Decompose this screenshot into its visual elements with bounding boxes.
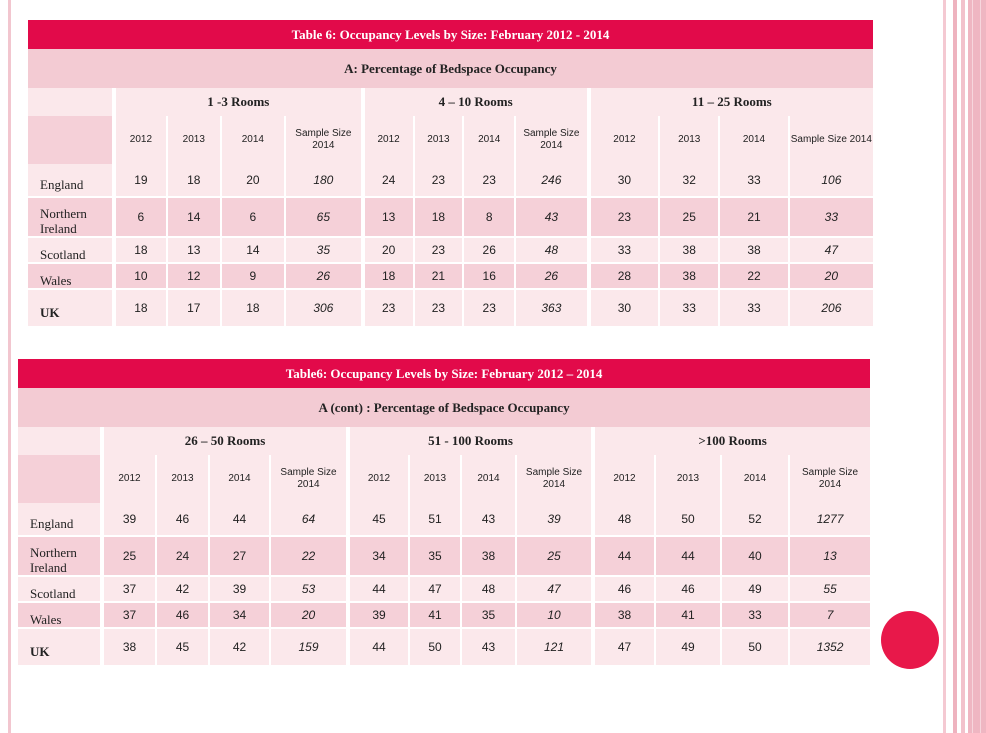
value-cell: 46 — [591, 575, 654, 601]
value-cell: 14 — [166, 196, 220, 236]
value-cell: 30 — [587, 164, 659, 196]
sample-size-cell: 1352 — [788, 627, 870, 665]
value-cell: 23 — [413, 236, 463, 262]
value-cell: 32 — [658, 164, 718, 196]
value-cell: 34 — [208, 601, 269, 627]
sample-size-cell: 39 — [515, 503, 591, 535]
value-cell: 47 — [591, 627, 654, 665]
group-header: 4 – 10 Rooms — [361, 88, 587, 116]
value-cell: 38 — [658, 236, 718, 262]
value-cell: 43 — [460, 503, 515, 535]
value-cell: 34 — [346, 535, 408, 575]
col-header: Sample Size 2014 — [788, 455, 870, 503]
sample-size-cell: 48 — [514, 236, 587, 262]
value-cell: 13 — [166, 236, 220, 262]
value-cell: 21 — [413, 262, 463, 288]
value-cell: 25 — [658, 196, 718, 236]
value-cell: 16 — [462, 262, 514, 288]
sample-size-cell: 65 — [284, 196, 361, 236]
row-label: Scotland — [18, 575, 100, 601]
value-cell: 25 — [100, 535, 155, 575]
row-label: Scotland — [28, 236, 112, 262]
value-cell: 18 — [112, 288, 166, 326]
value-cell: 13 — [361, 196, 413, 236]
value-cell: 6 — [220, 196, 284, 236]
col-header: 2012 — [361, 116, 413, 164]
value-cell: 24 — [155, 535, 208, 575]
table-subtitle: A (cont) : Percentage of Bedspace Occupancy — [18, 388, 870, 427]
table-row — [28, 262, 873, 288]
sample-size-cell: 7 — [788, 601, 870, 627]
col-header: 2014 — [718, 116, 787, 164]
sample-size-cell: 43 — [514, 196, 587, 236]
value-cell: 33 — [658, 288, 718, 326]
sample-size-cell: 26 — [514, 262, 587, 288]
col-header: Sample Size 2014 — [284, 116, 361, 164]
value-cell: 44 — [346, 627, 408, 665]
col-header: 2014 — [460, 455, 515, 503]
value-cell: 38 — [100, 627, 155, 665]
value-cell: 23 — [361, 288, 413, 326]
sample-size-cell: 106 — [788, 164, 873, 196]
corner-cell — [18, 427, 100, 455]
table-subtitle: A: Percentage of Bedspace Occupancy — [28, 49, 873, 88]
value-cell: 33 — [720, 601, 788, 627]
sample-size-cell: 10 — [515, 601, 591, 627]
value-cell: 48 — [591, 503, 654, 535]
col-header: 2014 — [220, 116, 284, 164]
value-cell: 17 — [166, 288, 220, 326]
col-header: 2013 — [408, 455, 460, 503]
sample-size-cell: 180 — [284, 164, 361, 196]
value-cell: 39 — [346, 601, 408, 627]
value-cell: 22 — [718, 262, 787, 288]
value-cell: 28 — [587, 262, 659, 288]
col-header: 2012 — [346, 455, 408, 503]
value-cell: 35 — [408, 535, 460, 575]
value-cell: 18 — [220, 288, 284, 326]
value-cell: 41 — [654, 601, 720, 627]
group-header: 1 -3 Rooms — [112, 88, 361, 116]
sample-size-cell: 64 — [269, 503, 346, 535]
value-cell: 49 — [654, 627, 720, 665]
sample-size-cell: 306 — [284, 288, 361, 326]
value-cell: 42 — [155, 575, 208, 601]
value-cell: 33 — [718, 288, 787, 326]
value-cell: 33 — [718, 164, 787, 196]
value-cell: 20 — [361, 236, 413, 262]
sample-size-cell: 55 — [788, 575, 870, 601]
row-label: England — [28, 164, 112, 196]
value-cell: 6 — [112, 196, 166, 236]
value-cell: 50 — [654, 503, 720, 535]
table-row — [28, 196, 873, 236]
value-cell: 30 — [587, 288, 659, 326]
col-header: 2014 — [462, 116, 514, 164]
value-cell: 10 — [112, 262, 166, 288]
sample-size-cell: 33 — [788, 196, 873, 236]
value-cell: 41 — [408, 601, 460, 627]
value-cell: 24 — [361, 164, 413, 196]
value-cell: 46 — [155, 601, 208, 627]
sample-size-cell: 47 — [788, 236, 873, 262]
value-cell: 23 — [413, 164, 463, 196]
col-header: 2013 — [413, 116, 463, 164]
sample-size-cell: 20 — [788, 262, 873, 288]
corner-cell — [28, 116, 112, 164]
sample-size-cell: 35 — [284, 236, 361, 262]
corner-cell — [18, 455, 100, 503]
value-cell: 38 — [591, 601, 654, 627]
value-cell: 18 — [361, 262, 413, 288]
value-cell: 38 — [658, 262, 718, 288]
group-header: 11 – 25 Rooms — [587, 88, 873, 116]
value-cell: 44 — [346, 575, 408, 601]
row-label: Wales — [28, 262, 112, 288]
table-row — [18, 503, 870, 535]
value-cell: 33 — [587, 236, 659, 262]
row-label: Northern Ireland — [28, 196, 112, 236]
value-cell: 44 — [208, 503, 269, 535]
group-header: 51 - 100 Rooms — [346, 427, 591, 455]
value-cell: 38 — [718, 236, 787, 262]
decor-stripe — [968, 0, 986, 733]
sample-size-cell: 1277 — [788, 503, 870, 535]
row-label: UK — [28, 288, 112, 326]
value-cell: 20 — [220, 164, 284, 196]
col-header: 2013 — [155, 455, 208, 503]
col-header: Sample Size 2014 — [514, 116, 587, 164]
value-cell: 49 — [720, 575, 788, 601]
value-cell: 48 — [460, 575, 515, 601]
col-header: 2013 — [654, 455, 720, 503]
value-cell: 38 — [460, 535, 515, 575]
table-row — [28, 288, 873, 326]
col-header: 2014 — [720, 455, 788, 503]
value-cell: 12 — [166, 262, 220, 288]
col-header: 2014 — [208, 455, 269, 503]
row-label: England — [18, 503, 100, 535]
value-cell: 9 — [220, 262, 284, 288]
occupancy-table-a — [28, 20, 873, 326]
sample-size-cell: 22 — [269, 535, 346, 575]
row-label: UK — [18, 627, 100, 665]
occupancy-table-a-cont — [18, 359, 870, 665]
table-title: Table 6: Occupancy Levels by Size: February 2012 - 2014 — [28, 20, 873, 49]
value-cell: 18 — [112, 236, 166, 262]
value-cell: 51 — [408, 503, 460, 535]
table-row — [28, 236, 873, 262]
value-cell: 18 — [413, 196, 463, 236]
value-cell: 42 — [208, 627, 269, 665]
value-cell: 14 — [220, 236, 284, 262]
value-cell: 45 — [346, 503, 408, 535]
col-header: 2012 — [591, 455, 654, 503]
value-cell: 44 — [654, 535, 720, 575]
value-cell: 52 — [720, 503, 788, 535]
value-cell: 8 — [462, 196, 514, 236]
sample-size-cell: 20 — [269, 601, 346, 627]
value-cell: 39 — [100, 503, 155, 535]
value-cell: 40 — [720, 535, 788, 575]
value-cell: 19 — [112, 164, 166, 196]
sample-size-cell: 246 — [514, 164, 587, 196]
value-cell: 23 — [413, 288, 463, 326]
value-cell: 21 — [718, 196, 787, 236]
value-cell: 37 — [100, 575, 155, 601]
sample-size-cell: 206 — [788, 288, 873, 326]
value-cell: 23 — [587, 196, 659, 236]
value-cell: 26 — [462, 236, 514, 262]
sample-size-cell: 121 — [515, 627, 591, 665]
sample-size-cell: 159 — [269, 627, 346, 665]
corner-cell — [28, 88, 112, 116]
value-cell: 50 — [720, 627, 788, 665]
value-cell: 44 — [591, 535, 654, 575]
col-header: 2012 — [100, 455, 155, 503]
value-cell: 18 — [166, 164, 220, 196]
sample-size-cell: 25 — [515, 535, 591, 575]
value-cell: 37 — [100, 601, 155, 627]
row-label: Wales — [18, 601, 100, 627]
table-row — [18, 575, 870, 601]
value-cell: 23 — [462, 164, 514, 196]
table-row — [18, 627, 870, 665]
table-row — [18, 601, 870, 627]
col-header: Sample Size 2014 — [269, 455, 346, 503]
col-header: Sample Size 2014 — [788, 116, 873, 164]
col-header: Sample Size 2014 — [515, 455, 591, 503]
col-header: 2012 — [587, 116, 659, 164]
group-header: >100 Rooms — [591, 427, 870, 455]
group-header: 26 – 50 Rooms — [100, 427, 346, 455]
table-row — [18, 535, 870, 575]
value-cell: 45 — [155, 627, 208, 665]
sample-size-cell: 13 — [788, 535, 870, 575]
value-cell: 46 — [654, 575, 720, 601]
sample-size-cell: 26 — [284, 262, 361, 288]
value-cell: 27 — [208, 535, 269, 575]
value-cell: 50 — [408, 627, 460, 665]
decor-stripe — [980, 0, 981, 733]
value-cell: 43 — [460, 627, 515, 665]
sample-size-cell: 53 — [269, 575, 346, 601]
table-title: Table6: Occupancy Levels by Size: February 2012 – 2014 — [18, 359, 870, 388]
value-cell: 23 — [462, 288, 514, 326]
decor-circle — [881, 611, 939, 669]
value-cell: 46 — [155, 503, 208, 535]
table-row — [28, 164, 873, 196]
value-cell: 35 — [460, 601, 515, 627]
sample-size-cell: 363 — [514, 288, 587, 326]
col-header: 2012 — [112, 116, 166, 164]
decor-stripe — [943, 0, 946, 733]
value-cell: 47 — [408, 575, 460, 601]
value-cell: 39 — [208, 575, 269, 601]
left-frame-line — [8, 0, 11, 733]
col-header: 2013 — [166, 116, 220, 164]
row-label: Northern Ireland — [18, 535, 100, 575]
col-header: 2013 — [658, 116, 718, 164]
decor-stripe — [972, 0, 973, 733]
sample-size-cell: 47 — [515, 575, 591, 601]
